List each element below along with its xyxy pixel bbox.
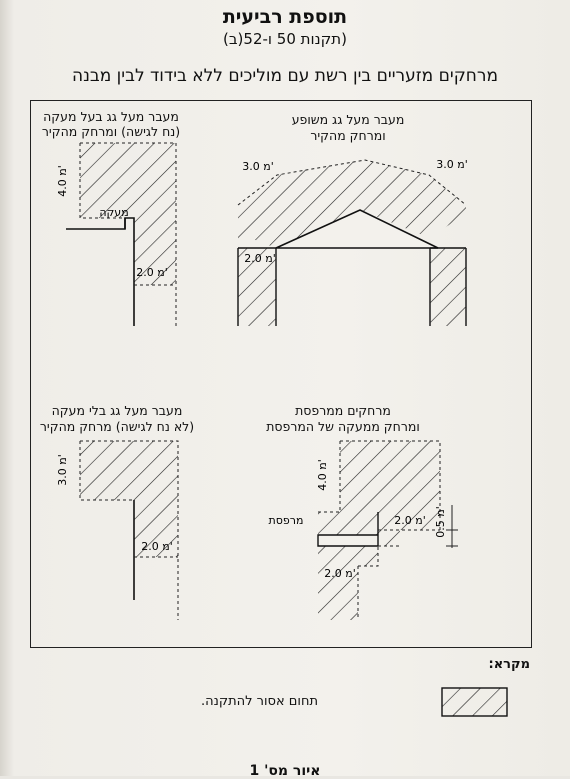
caption-no-parapet-line2: (לא נח לגישה) מרחק מהקיר bbox=[39, 419, 195, 434]
dim-sloped-left: 3.0 מ' bbox=[242, 160, 274, 173]
caption-flat-roof-line1: מעבר מעל גג בעל מעקה bbox=[43, 109, 179, 124]
caption-balcony-line2: ומרחק ממעקה של המרפסת bbox=[266, 419, 420, 434]
page-title: תוספת רביעית bbox=[222, 6, 348, 28]
dim-balcony-horizontal: 2.0 מ' bbox=[394, 514, 426, 527]
legend-text: תחום אסור להתקנה. bbox=[201, 694, 318, 709]
legend-hatch-swatch bbox=[442, 688, 507, 716]
dim-sloped-wall: 2.0 מ' bbox=[244, 252, 276, 265]
caption-sloped-roof-line1: מעבר מעל גג משופע bbox=[291, 112, 405, 127]
caption-sloped-roof-line2: ומרחק מהקיר bbox=[310, 128, 386, 143]
panel-sloped-roof bbox=[238, 158, 468, 326]
panel-flat-roof-parapet bbox=[56, 143, 176, 326]
diagram-heading: מרחקים מזעריים בין רשת עם מוליכים ללא בידוד לבין מבנה bbox=[71, 66, 498, 86]
page-subtitle: (תקנות 50 ו-52(ב) bbox=[223, 30, 347, 48]
dim-sloped-right: 3.0 מ' bbox=[436, 158, 468, 171]
dim-no-parapet-vertical: 3.0 מ' bbox=[56, 454, 69, 486]
dim-balcony-lower: 2.0 מ' bbox=[324, 567, 356, 580]
label-parapet: מעקה bbox=[99, 206, 129, 219]
caption-no-parapet-line1: מעבר מעל גג בלי מעקה bbox=[51, 403, 183, 418]
label-balcony: מרפסת bbox=[268, 514, 304, 527]
dim-flat-roof-horizontal: 2.0 מ' bbox=[136, 266, 168, 279]
figure-label: איור מס' 1 bbox=[249, 763, 321, 779]
legend-title: מקרא: bbox=[488, 657, 530, 672]
dim-balcony-vertical: 4.0 מ' bbox=[316, 459, 329, 491]
caption-balcony-line1: מרחקים ממרפסת bbox=[295, 403, 391, 418]
dim-flat-roof-vertical: 4.0 מ' bbox=[56, 165, 69, 197]
panel-balcony bbox=[269, 441, 458, 620]
panel-roof-no-parapet bbox=[56, 441, 178, 620]
dim-no-parapet-horizontal: 2.0 מ' bbox=[141, 540, 173, 553]
caption-flat-roof-line2: (נח לגישה) ומרחק מהקיר bbox=[41, 124, 181, 139]
dim-balcony-small: 0.5 מ' bbox=[434, 506, 447, 538]
